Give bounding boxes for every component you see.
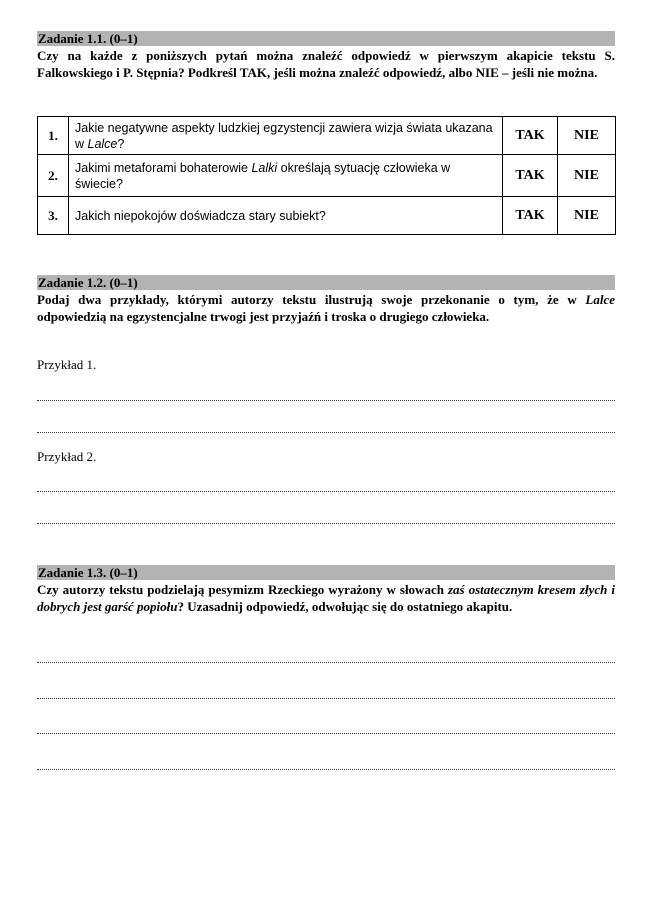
task-1-3-instruction: Czy autorzy tekstu podzielają pesymizm Rzeckiego wyrażony w słowach zaś ostatecznym kresem złych i dobrych jest garść popiołu? Uzasadnij odpowiedź, odwołując się do ostatniego akapitu. <box>37 582 615 614</box>
answer-no[interactable]: NIE <box>558 117 616 155</box>
answer-line[interactable] <box>37 513 615 524</box>
question-table <box>37 116 616 235</box>
example-1-label: Przykład 1. <box>37 357 97 372</box>
answer-line[interactable] <box>37 422 615 433</box>
task-1-1-header: Zadanie 1.1. (0–1) <box>37 31 615 46</box>
answer-no[interactable]: NIE <box>558 197 616 235</box>
answer-line[interactable] <box>37 723 615 734</box>
table-row <box>38 117 616 155</box>
answer-line[interactable] <box>37 481 615 492</box>
task-1-1 <box>37 31 615 81</box>
answer-line[interactable] <box>37 390 615 401</box>
table-row <box>38 197 616 235</box>
row-number: 2. <box>38 155 69 197</box>
example-2-label: Przykład 2. <box>37 449 97 464</box>
task-1-1-instruction: Czy na każde z poniższych pytań można znaleźć odpowiedź w pierwszym akapicie tekstu S. Falkowskiego i P. Stępnia? Podkreśl TAK, jeśli można znaleźć odpowiedź, albo NIE – jeśli nie można. <box>37 48 615 80</box>
row-number: 1. <box>38 117 69 155</box>
answer-no[interactable]: NIE <box>558 155 616 197</box>
question-text: Jakich niepokojów doświadcza stary subiekt? <box>69 197 503 235</box>
task-1-2-header: Zadanie 1.2. (0–1) <box>37 275 615 290</box>
row-number: 3. <box>38 197 69 235</box>
question-text: Jakie negatywne aspekty ludzkiej egzystencji zawiera wizja świata ukazana w Lalce? <box>69 117 503 155</box>
answer-yes[interactable]: TAK <box>503 117 558 155</box>
answer-line[interactable] <box>37 688 615 699</box>
table-row <box>38 155 616 197</box>
task-1-3 <box>37 565 615 615</box>
task-1-2 <box>37 275 615 325</box>
answer-yes[interactable]: TAK <box>503 155 558 197</box>
task-1-2-instruction: Podaj dwa przykłady, którymi autorzy tekstu ilustrują swoje przekonanie o tym, że w Lalce odpowiedzią na egzystencjalne trwogi jest przyjaźń i troska o drugiego człowieka. <box>37 292 615 324</box>
answer-line[interactable] <box>37 759 615 770</box>
answer-line[interactable] <box>37 652 615 663</box>
question-text: Jakimi metaforami bohaterowie Lalki określają sytuację człowieka w świecie? <box>69 155 503 197</box>
task-1-3-header: Zadanie 1.3. (0–1) <box>37 565 615 580</box>
answer-yes[interactable]: TAK <box>503 197 558 235</box>
